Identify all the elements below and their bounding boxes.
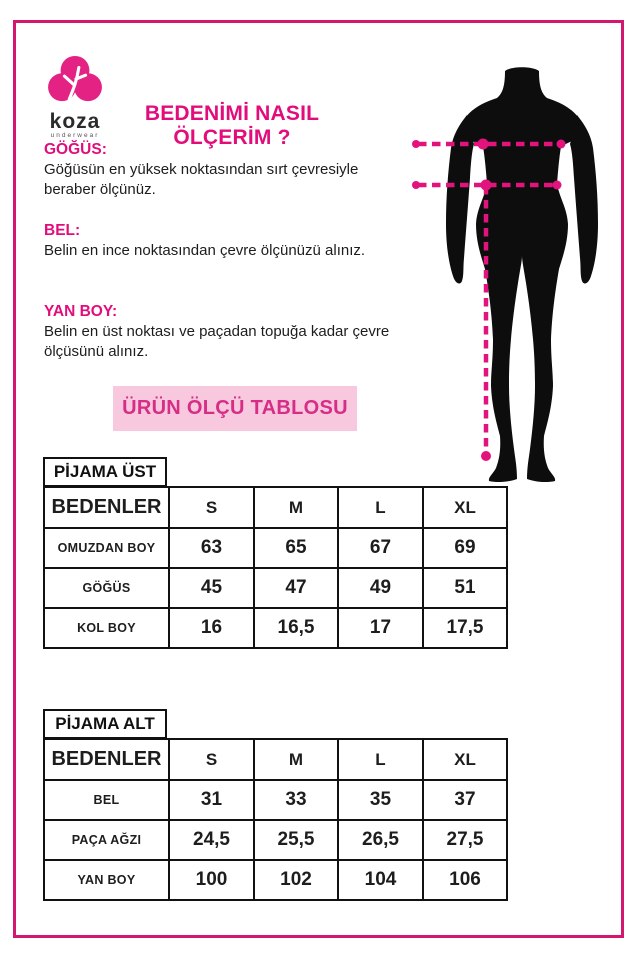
cell-value: 16 <box>169 608 254 648</box>
row-label: PAÇA AĞZI <box>44 820 169 860</box>
cell-value: 67 <box>338 528 423 568</box>
section-body-gogus: Göğüsün en yüksek noktasından sırt çevresiyle beraber ölçünüz. <box>44 161 359 198</box>
left-arm-silhouette <box>446 115 474 283</box>
cell-value: 69 <box>423 528 507 568</box>
waist-line-left-dot <box>412 181 420 189</box>
column-header: L <box>338 487 423 528</box>
size-table-pijama-alt <box>43 738 508 901</box>
cell-value: 37 <box>423 780 507 820</box>
table-row <box>44 820 507 860</box>
size-table-pijama-ust <box>43 486 508 649</box>
cell-value: 104 <box>338 860 423 900</box>
cell-value: 65 <box>254 528 338 568</box>
cell-value: 106 <box>423 860 507 900</box>
cell-value: 47 <box>254 568 338 608</box>
table-row <box>44 568 507 608</box>
chest-line-mid-dot <box>478 139 489 150</box>
cell-value: 26,5 <box>338 820 423 860</box>
waist-line-right-dot <box>553 181 562 190</box>
column-header: XL <box>423 739 507 780</box>
section-heading-yanboy: YAN BOY: <box>44 303 118 320</box>
body-silhouette <box>459 67 585 482</box>
table-row <box>44 860 507 900</box>
cell-value: 49 <box>338 568 423 608</box>
cell-value: 35 <box>338 780 423 820</box>
cell-value: 17,5 <box>423 608 507 648</box>
section-heading-gogus: GÖĞÜS: <box>44 141 107 158</box>
waist-line-mid-dot <box>481 180 492 191</box>
table-title-pijama-ust: PİJAMA ÜST <box>43 457 167 487</box>
body-silhouette-figure <box>405 55 625 500</box>
table-row <box>44 608 507 648</box>
cell-value: 51 <box>423 568 507 608</box>
chest-line-left-dot <box>412 140 420 148</box>
row-label: BEL <box>44 780 169 820</box>
brand-name: koza <box>49 110 101 133</box>
row-label: KOL BOY <box>44 608 169 648</box>
column-header: XL <box>423 487 507 528</box>
cell-value: 24,5 <box>169 820 254 860</box>
column-header: L <box>338 739 423 780</box>
right-arm-silhouette <box>570 115 598 283</box>
column-header: BEDENLER <box>44 487 169 528</box>
side-length-bottom-dot <box>481 451 491 461</box>
table-header-row <box>44 739 507 780</box>
row-label: OMUZDAN BOY <box>44 528 169 568</box>
size-table-banner: ÜRÜN ÖLÇÜ TABLOSU <box>113 386 357 431</box>
column-header: S <box>169 487 254 528</box>
table-title-pijama-alt: PİJAMA ALT <box>43 709 167 739</box>
chest-line-right-dot <box>557 140 566 149</box>
brand-tagline: underwear <box>50 132 100 139</box>
table-header-row <box>44 487 507 528</box>
row-label: YAN BOY <box>44 860 169 900</box>
koza-trefoil-icon <box>46 55 104 105</box>
cell-value: 100 <box>169 860 254 900</box>
column-header: S <box>169 739 254 780</box>
cell-value: 16,5 <box>254 608 338 648</box>
cell-value: 63 <box>169 528 254 568</box>
column-header: M <box>254 487 338 528</box>
cell-value: 25,5 <box>254 820 338 860</box>
cell-value: 31 <box>169 780 254 820</box>
cell-value: 33 <box>254 780 338 820</box>
row-label: GÖĞÜS <box>44 568 169 608</box>
column-header: M <box>254 739 338 780</box>
section-heading-bel: BEL: <box>44 222 81 239</box>
column-header: BEDENLER <box>44 739 169 780</box>
page-title: BEDENİMİ NASIL ÖLÇERİM ? <box>144 102 320 149</box>
section-body-yanboy: Belin en üst noktası ve paçadan topuğa kadar çevre ölçüsünü alınız. <box>44 323 390 360</box>
cell-value: 27,5 <box>423 820 507 860</box>
section-body-bel: Belin en ince noktasından çevre ölçünüzü alınız. <box>44 242 366 259</box>
table-row <box>44 780 507 820</box>
cell-value: 45 <box>169 568 254 608</box>
cell-value: 102 <box>254 860 338 900</box>
table-row <box>44 528 507 568</box>
cell-value: 17 <box>338 608 423 648</box>
